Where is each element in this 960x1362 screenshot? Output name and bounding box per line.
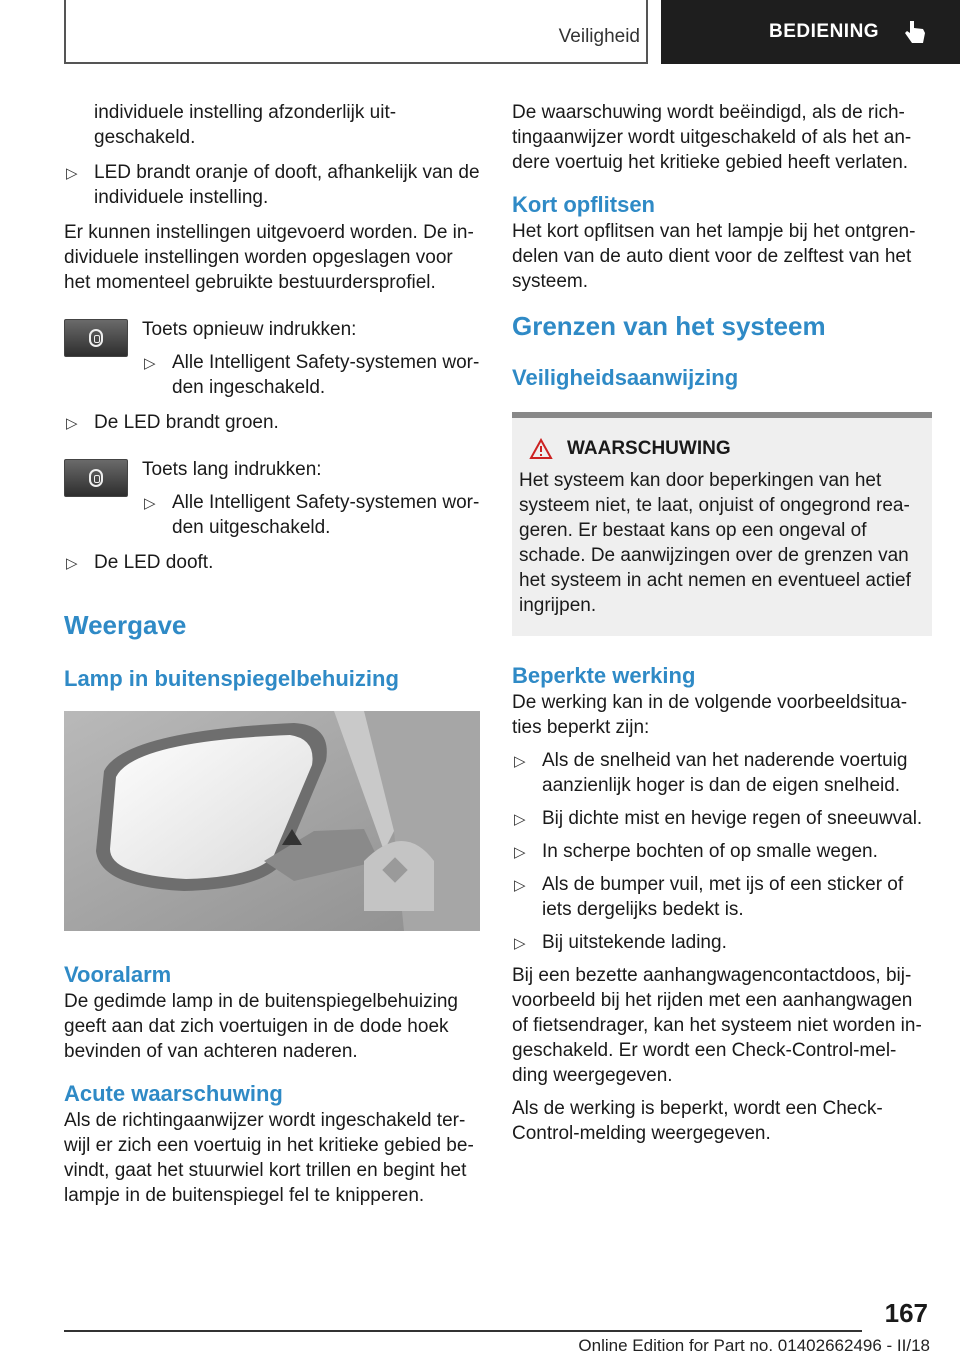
list-item (142, 490, 482, 540)
list-item (512, 748, 932, 798)
right-column (512, 100, 932, 1146)
triangle-bullet-icon: ▷ (514, 753, 526, 770)
list-item-text: Als de snelheid van het naderende voertuig aanzienlijk hoger is dan de eigen snelheid. (542, 750, 908, 796)
paragraph: De waarschuwing wordt beëindigd, als de rich-tingaanwijzer wordt uitgeschakeld of als het an-dere voertuig het kritieke gebied heeft verlaten. (512, 102, 912, 173)
warning-triangle-icon (529, 438, 553, 460)
button-instruction (64, 457, 482, 540)
list-item-text: Bij uitstekende lading. (542, 932, 727, 953)
list-item-text: De LED dooft. (94, 552, 214, 573)
header-tab-label: BEDIENING (769, 21, 880, 42)
list-item-text: Bij dichte mist en hevige regen of sneeuwval. (542, 808, 923, 829)
paragraph: De gedimde lamp in de buitenspiegelbehuizing geeft aan dat zich voertuigen in de dode hoek bevinden of van achteren naderen. (64, 991, 458, 1062)
list-item-text: De LED brandt groen. (94, 412, 279, 433)
header-section-title: Veiligheid (558, 26, 640, 47)
heading-grenzen: Grenzen van het systeem (512, 311, 826, 341)
heading-lamp: Lamp in buitenspiegelbehuizing (64, 666, 399, 691)
paragraph: De werking kan in de volgende voorbeeldsitua-ties beperkt zijn: (512, 692, 908, 738)
left-column (64, 100, 482, 1208)
paragraph: Het kort opflitsen van het lampje bij het ontgren-delen van de auto dient voor de zelftest van het systeem. (512, 221, 916, 292)
triangle-bullet-icon: ▷ (144, 355, 156, 372)
heading-veiligheid: Veiligheidsaanwijzing (512, 365, 739, 390)
paragraph: individuele instelling afzonderlijk uit-geschakeld. (94, 102, 397, 148)
lamp-icon (89, 469, 103, 487)
triangle-bullet-icon: ▷ (66, 415, 78, 432)
list-item (64, 410, 482, 435)
header-tab-bediening[interactable] (661, 0, 960, 64)
mirror-illustration (64, 711, 480, 931)
triangle-bullet-icon: ▷ (66, 555, 78, 572)
safety-button-image (64, 459, 128, 497)
triangle-bullet-icon: ▷ (144, 495, 156, 512)
paragraph: Bij een bezette aanhangwagencontactdoos, bij-voorbeeld bij het rijden met een aanhangwagen of fietsendrager, kan het systeem niet worden in-geschakeld. Er wordt een Check-Control-mel-ding weergegeven. (512, 965, 922, 1086)
heading-beperkt: Beperkte werking (512, 663, 696, 688)
triangle-bullet-icon: ▷ (514, 877, 526, 894)
paragraph: Als de werking is beperkt, wordt een Check-Control-melding weergegeven. (512, 1098, 883, 1144)
list-item (142, 350, 482, 400)
list-item-text: In scherpe bochten of op smalle wegen. (542, 841, 878, 862)
triangle-bullet-icon: ▷ (514, 811, 526, 828)
page-number: 167 (884, 1298, 928, 1328)
heading-weergave: Weergave (64, 610, 187, 640)
instruction-label: Toets lang indrukken: (142, 459, 322, 480)
button-instruction (64, 317, 482, 400)
triangle-bullet-icon: ▷ (66, 165, 78, 182)
list-item (512, 872, 932, 922)
list-item (512, 839, 932, 864)
footer-edition: Online Edition for Part no. 01402662496 - II/18 (578, 1336, 930, 1355)
safety-button-image (64, 319, 128, 357)
list-item (512, 806, 932, 831)
list-item-text: Alle Intelligent Safety-systemen wor-den ingeschakeld. (172, 352, 480, 398)
heading-vooralarm: Vooralarm (64, 962, 172, 987)
warning-title (519, 438, 925, 460)
pointing-hand-icon (901, 18, 929, 46)
list-item (512, 930, 932, 955)
list-item (64, 160, 482, 210)
triangle-bullet-icon: ▷ (514, 935, 526, 952)
instruction-label: Toets opnieuw indrukken: (142, 319, 357, 340)
warning-title-text: WAARSCHUWING (567, 438, 731, 459)
list-item (64, 550, 482, 575)
paragraph: Als de richtingaanwijzer wordt ingeschakeld ter-wijl er zich een voertuig in het kritieke gebied be-vindt, gaat het stuurwiel kort trillen en begint het lampje in de buitenspiegel fel te knipperen. (64, 1110, 474, 1206)
list-item-text: LED brandt oranje of dooft, afhankelijk van de individuele instelling. (94, 162, 480, 208)
warning-text: Het systeem kan door beperkingen van het systeem niet, te laat, onjuist of ongegrond rea-geren. Er bestaat kans op een ongeval of schade. De aanwijzingen over de grenzen van het systeem in acht nemen en eventueel actief ingrijpen. (519, 470, 911, 616)
triangle-bullet-icon: ▷ (514, 844, 526, 861)
paragraph: Er kunnen instellingen uitgevoerd worden. De in-dividuele instellingen worden opgeslagen voor het momenteel gebruikte bestuurdersprofiel. (64, 222, 474, 293)
heading-acute: Acute waarschuwing (64, 1081, 283, 1106)
footer-divider (64, 1330, 862, 1332)
heading-kort: Kort opflitsen (512, 192, 655, 217)
list-item-text: Als de bumper vuil, met ijs of een sticker of iets dergelijks bedekt is. (542, 874, 904, 920)
lamp-icon (89, 329, 103, 347)
list-item-text: Alle Intelligent Safety-systemen wor-den uitgeschakeld. (172, 492, 480, 538)
warning-box (512, 412, 932, 636)
